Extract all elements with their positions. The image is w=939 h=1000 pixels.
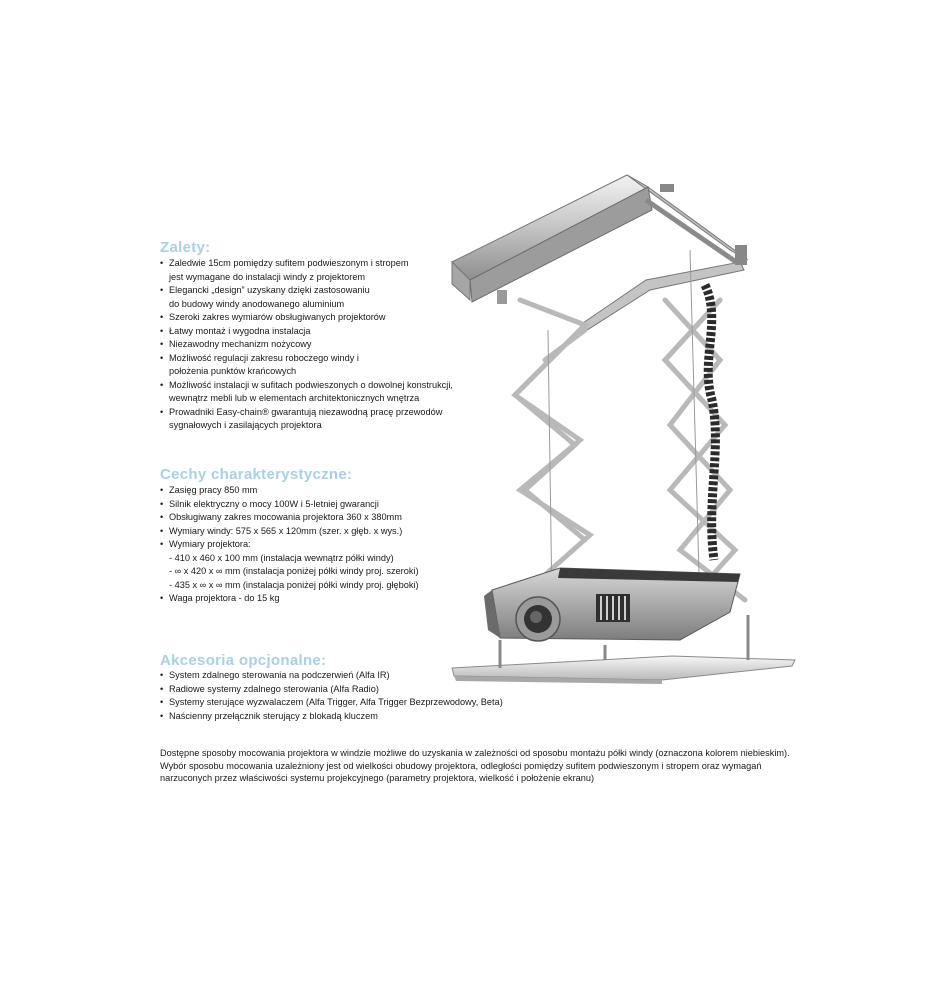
list-item: położenia punktów krańcowych	[169, 366, 297, 376]
list-item: • Elegancki „design” uzyskany dzięki zastosowaniu	[160, 285, 370, 295]
list-item: • Prowadniki Easy-chain® gwarantują niezawodną pracę przewodów	[160, 406, 443, 417]
list-item: • Systemy sterujące wyzwalaczem (Alfa Trigger, Alfa Trigger Bezprzewodowy, Beta)	[160, 697, 503, 707]
left-scissor-arm	[515, 300, 590, 575]
list-item: • Wymiary projektora:	[160, 539, 251, 549]
list-item: • Wymiary windy: 575 x 565 x 120mm (szer. x głęb. x wys.)	[160, 525, 403, 536]
list-item: do budowy windy anodowanego aluminium	[169, 298, 345, 309]
list-item: - 435 x ∞ x ∞ mm (instalacja poniżej półki windy proj. głęboki)	[169, 579, 419, 590]
features-heading: Cechy charakterystyczne:	[160, 466, 353, 483]
list-item: - 410 x 460 x 100 mm (instalacja wewnątrz półki windy)	[169, 552, 394, 563]
features-list	[160, 484, 419, 606]
right-scissor-arm	[665, 300, 745, 600]
list-item: jest wymagane do instalacji windy z projektorem	[169, 271, 366, 282]
advantages-list	[160, 257, 453, 433]
list-item: • Waga projektora - do 15 kg	[160, 593, 280, 603]
projector	[484, 568, 740, 641]
list-item: - ∞ x 420 x ∞ mm (instalacja poniżej półki windy proj. szeroki)	[169, 566, 419, 576]
advantages-heading: Zalety:	[160, 239, 211, 256]
list-item: • Zasięg pracy 850 mm	[160, 485, 258, 495]
list-item: • Radiowe systemy zdalnego sterowania (Alfa Radio)	[160, 683, 379, 694]
list-item: • System zdalnego sterowania na podczerwień (Alfa IR)	[160, 670, 390, 680]
list-item: • Szeroki zakres wymiarów obsługiwanych projektorów	[160, 312, 386, 322]
ceiling-frame	[452, 175, 748, 332]
list-item: • Łatwy montaż i wygodna instalacja	[160, 325, 311, 336]
list-item: • Naścienny przełącznik sterujący z blokadą kluczem	[160, 710, 378, 721]
list-item: • Niezawodny mechanizm nożycowy	[160, 339, 312, 349]
accessories-heading: Akcesoria opcjonalne:	[160, 652, 327, 669]
list-item: • Możliwość instalacji w sufitach podwieszonych o dowolnej konstrukcji,	[160, 379, 453, 390]
footer-paragraph: Dostępne sposoby mocowania projektora w windzie możliwe do uzyskania w zależności od sposobu montażu półki windy (oznaczona kolorem niebieskim). Wybór sposobu mocowania uzależniony jest od wielkości obudowy projektora, odległości pomiędzy sufitem podwieszonym i stropem oraz wymagań narzuconych przez właściwości systemu projekcyjnego (parametry projektora, wielkość i położenie ekranu)	[160, 748, 790, 783]
projector-lift-image	[440, 160, 800, 700]
list-item: • Zaledwie 15cm pomiędzy sufitem podwieszonym i stropem	[160, 258, 409, 268]
list-item: • Silnik elektryczny o mocy 100W i 5-letniej gwarancji	[160, 498, 379, 509]
list-item: sygnałowych i zasilających projektora	[169, 420, 322, 430]
list-item: • Obsługiwany zakres mocowania projektora 360 x 380mm	[160, 512, 402, 522]
list-item: • Możliwość regulacji zakresu roboczego windy i	[160, 352, 359, 363]
list-item: wewnątrz mebli lub w elementach architektonicznych wnętrza	[169, 393, 420, 403]
